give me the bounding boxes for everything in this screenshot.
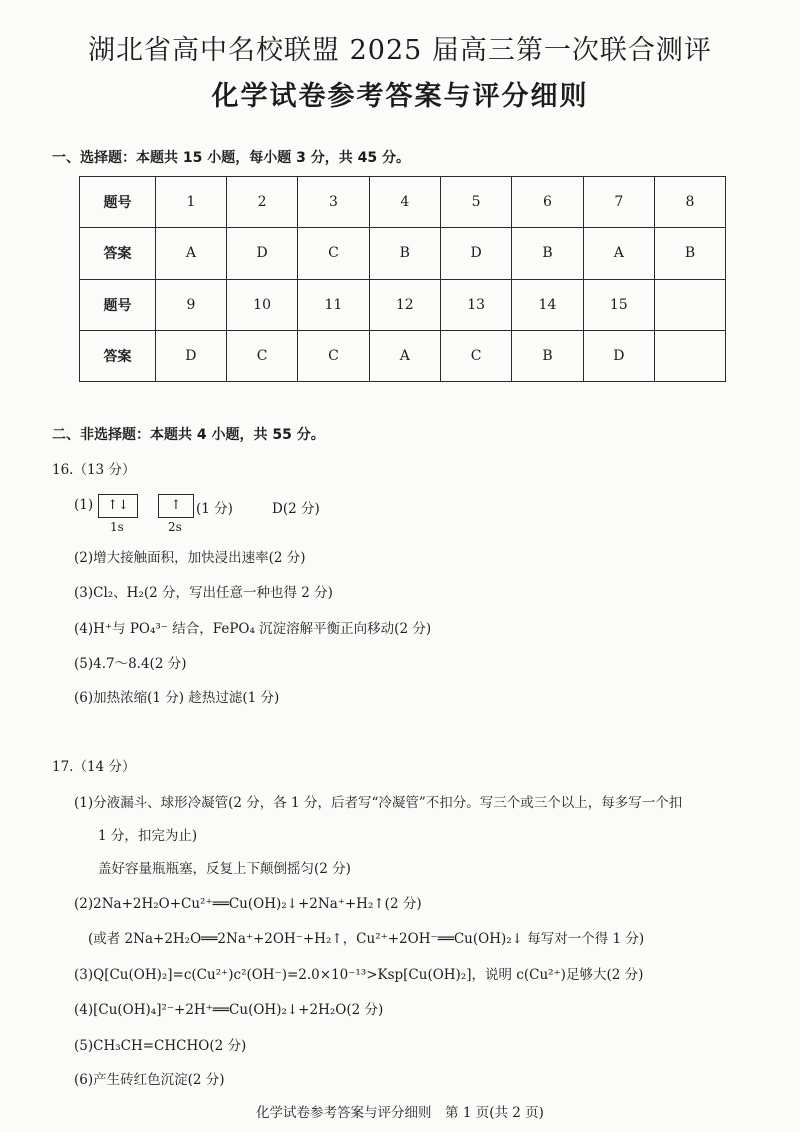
orbital-label-1s: 1s [110,520,124,534]
answer-cell: B [654,228,725,279]
question-number: 12 [369,279,440,330]
answer-cell: C [298,228,369,279]
question-number: 9 [155,279,226,330]
q17-part2: (2)2Na+2H₂O+Cu²⁺══Cu(OH)₂↓+2Na⁺+H₂↑(2 分) [74,896,422,912]
row-label: 题号 [80,177,156,228]
q16-part1-prefix: (1) [74,497,94,513]
q17-header: 17.（14 分） [52,759,136,775]
answer-cell: B [369,228,440,279]
q16-part1-score: (1 分) [196,501,233,517]
q16-part4: (4)H⁺与 PO₄³⁻ 结合，FePO₄ 沉淀溶解平衡正向移动(2 分) [74,621,432,637]
answer-cell: C [226,330,297,381]
q17-part2-alt: (或者 2Na+2H₂O══2Na⁺+2OH⁻+H₂↑，Cu²⁺+2OH⁻══Cu(OH)₂↓ 每写对一个得 1 分) [88,931,645,947]
table-row [80,279,726,330]
answer-cell: D [583,330,654,381]
question-number: 6 [512,177,583,228]
answer-cell: A [583,228,654,279]
table-row [80,330,726,381]
question-number: 4 [369,177,440,228]
q16-part1-rest: D(2 分) [272,501,320,517]
answer-cell: D [226,228,297,279]
orbital-box-2s: ↑ [158,494,194,518]
page-footer: 化学试卷参考答案与评分细则 第 1 页(共 2 页) [256,1105,544,1121]
section2-heading: 二、非选择题：本题共 4 小题，共 55 分。 [52,427,325,443]
answer-cell: A [369,330,440,381]
answer-table [79,176,726,382]
q16-header: 16.（13 分） [52,462,136,478]
q17-part1b: 1 分，扣完为止) [98,828,198,844]
table-row [80,228,726,279]
question-number: 14 [512,279,583,330]
answer-cell: B [512,228,583,279]
answer-cell: D [155,330,226,381]
row-label: 答案 [80,228,156,279]
question-number: 2 [226,177,297,228]
question-number: 8 [654,177,725,228]
question-number: 1 [155,177,226,228]
question-number: 5 [440,177,511,228]
question-number: 13 [440,279,511,330]
orbital-box-1s: ↑↓ [98,494,138,518]
answer-cell: C [440,330,511,381]
table-row [80,177,726,228]
row-label: 题号 [80,279,156,330]
document-subtitle: 化学试卷参考答案与评分细则 [211,81,589,112]
q17-part4: (4)[Cu(OH)₄]²⁻+2H⁺══Cu(OH)₂↓+2H₂O(2 分) [74,1002,384,1018]
orbital-label-2s: 2s [168,520,182,534]
q16-part6: (6)加热浓缩(1 分) 趁热过滤(1 分) [74,690,280,706]
answer-cell: B [512,330,583,381]
section1-heading: 一、选择题：本题共 15 小题，每小题 3 分，共 45 分。 [52,150,410,166]
q17-part3: (3)Q[Cu(OH)₂]=c(Cu²⁺)c²(OH⁻)=2.0×10⁻¹³>Ksp[Cu(OH)₂]，说明 c(Cu²⁺)足够大(2 分) [74,967,644,983]
answer-cell: D [440,228,511,279]
q17-part6: (6)产生砖红色沉淀(2 分) [74,1072,225,1088]
q17-part1a: (1)分液漏斗、球形冷凝管(2 分，各 1 分，后者写“冷凝管”不扣分。写三个或三个以上，每多写一个扣 [74,795,683,811]
question-number [654,279,725,330]
question-number: 10 [226,279,297,330]
q17-part5: (5)CH₃CH=CHCHO(2 分) [74,1038,247,1054]
answer-cell [654,330,725,381]
q16-part2: (2)增大接触面积，加快浸出速率(2 分) [74,550,306,566]
answer-cell: C [298,330,369,381]
question-number: 11 [298,279,369,330]
q17-part1c: 盖好容量瓶瓶塞，反复上下颠倒摇匀(2 分) [98,861,351,877]
document-title: 湖北省高中名校联盟 2025 届高三第一次联合测评 [88,35,712,66]
answer-cell: A [155,228,226,279]
question-number: 3 [298,177,369,228]
row-label: 答案 [80,330,156,381]
q16-part3: (3)Cl₂、H₂(2 分，写出任意一种也得 2 分) [74,585,333,601]
q16-part5: (5)4.7～8.4(2 分) [74,656,187,672]
question-number: 7 [583,177,654,228]
question-number: 15 [583,279,654,330]
